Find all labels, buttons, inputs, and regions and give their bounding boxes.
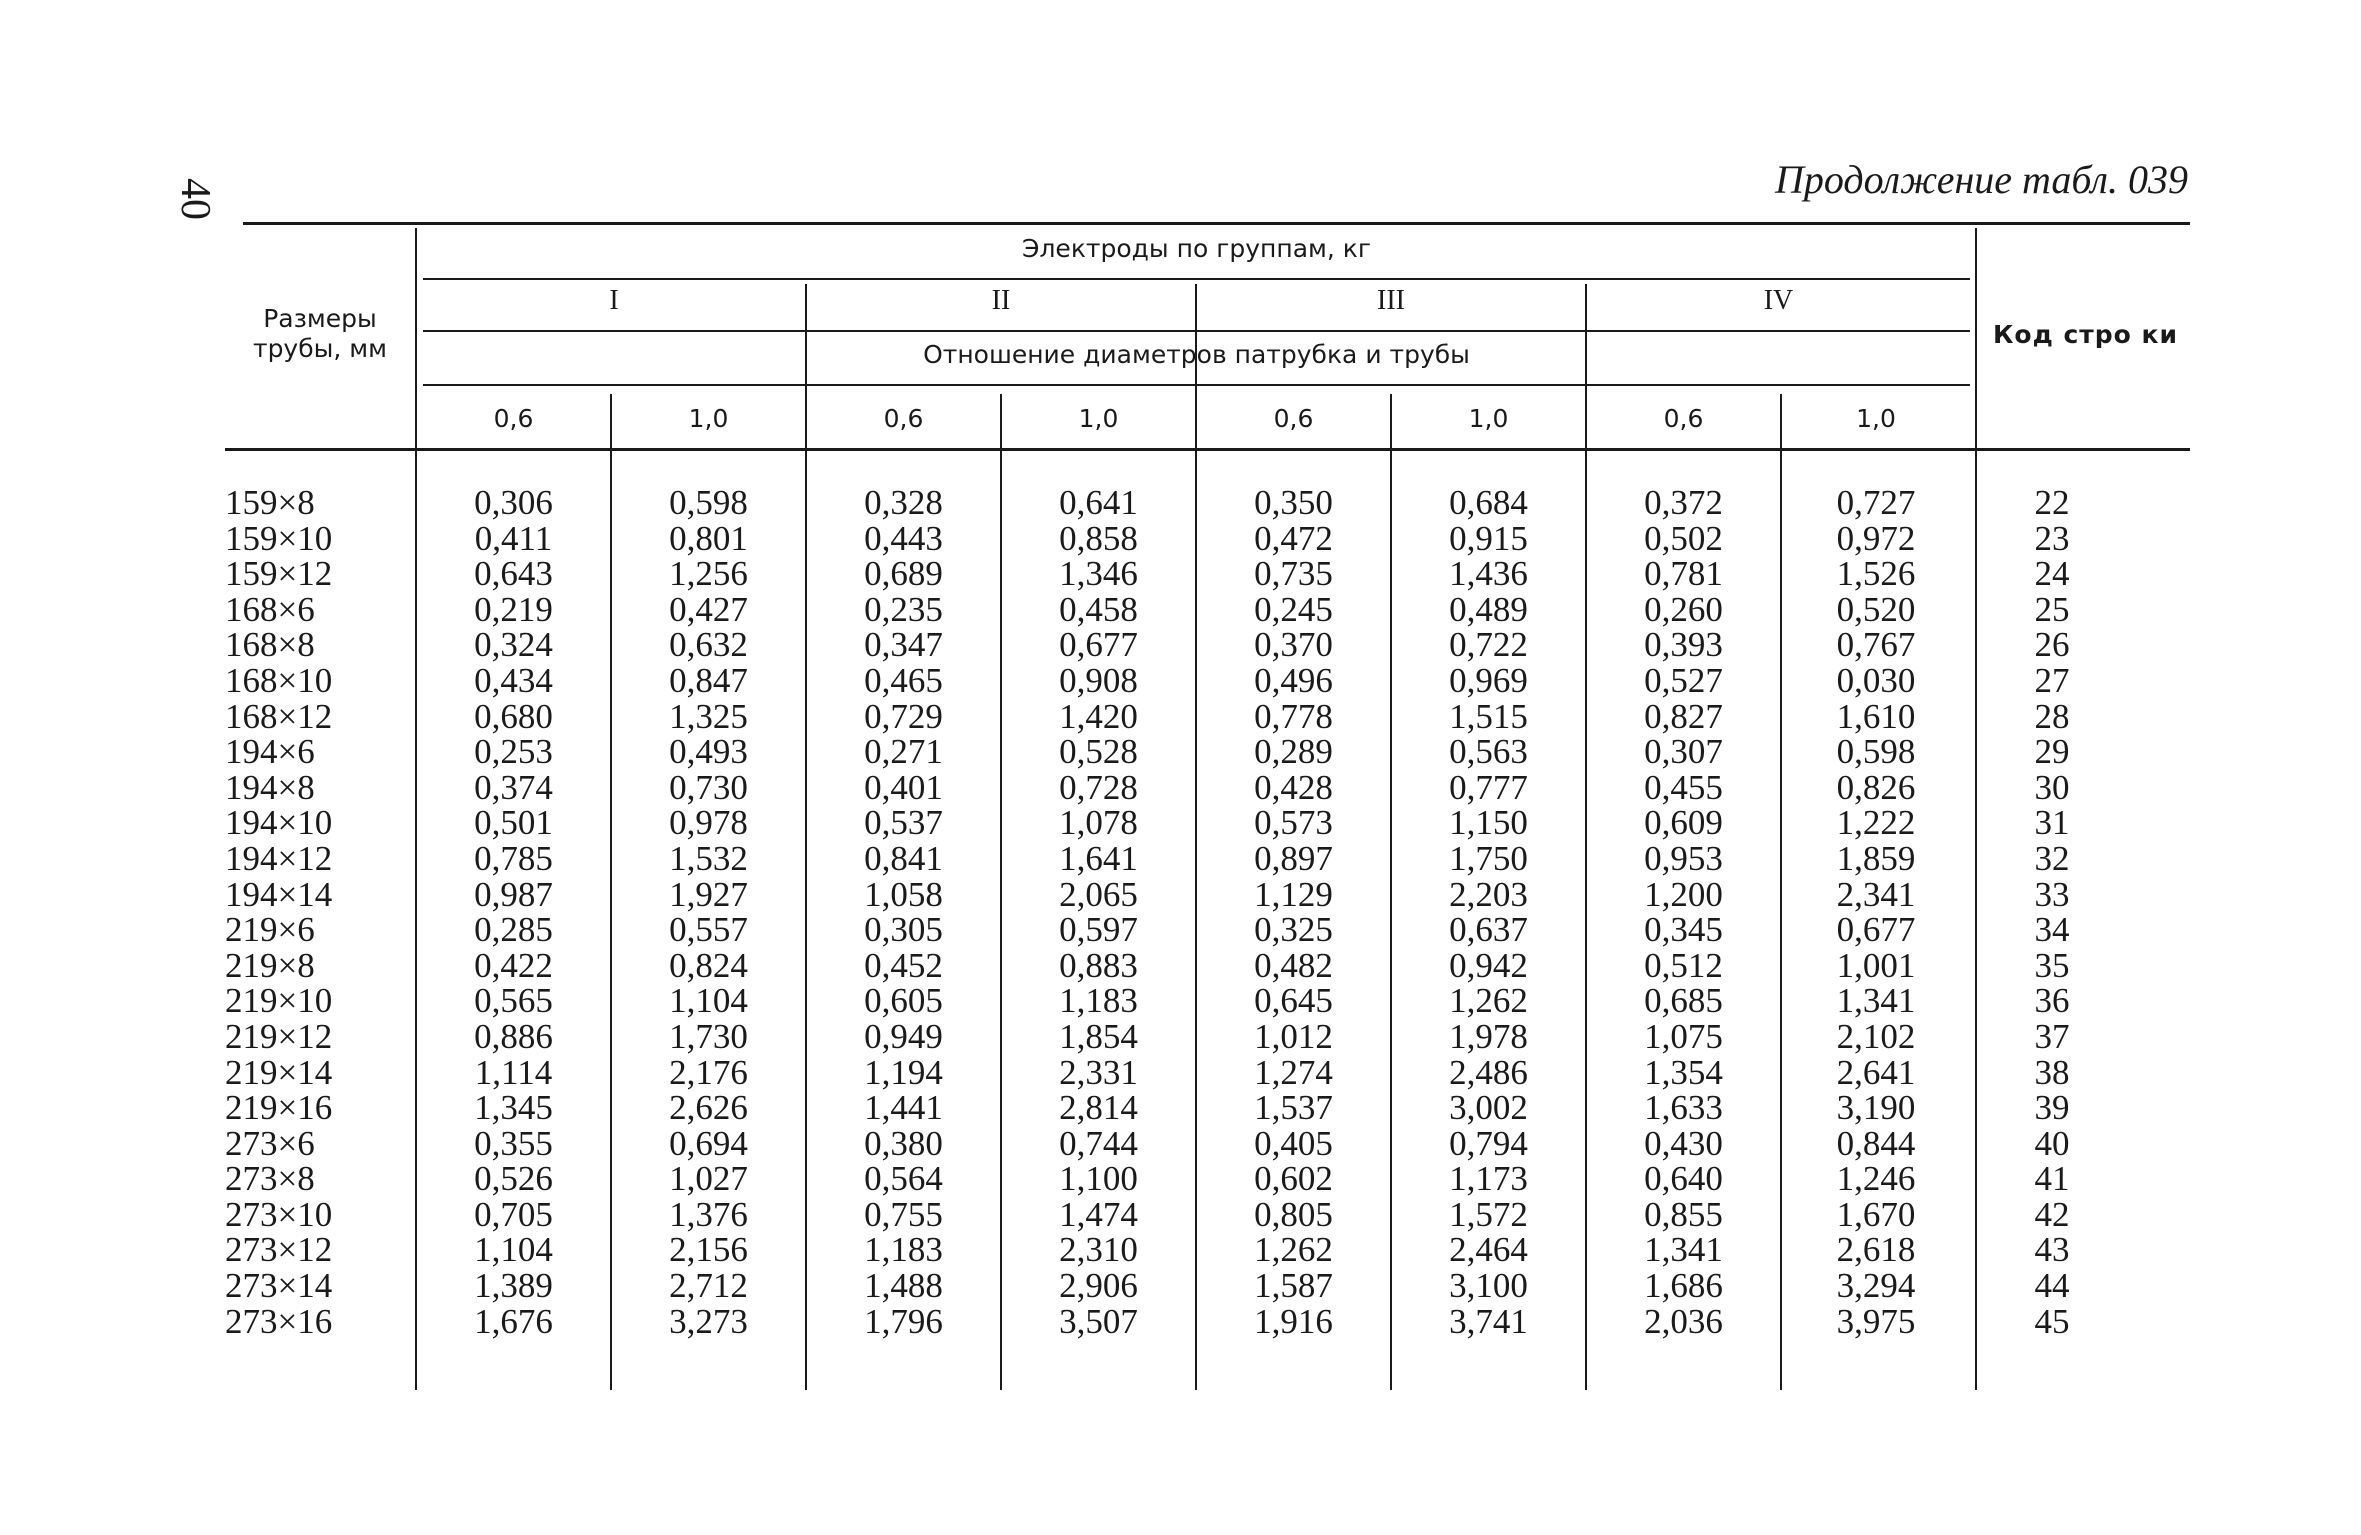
electrode-mass-cell: 1,200 (1644, 874, 1723, 914)
electrode-mass-cell: 0,826 (1836, 767, 1916, 807)
table-row (225, 696, 2190, 736)
electrode-mass-cell: 0,411 (474, 518, 553, 558)
electrode-mass-cell: 0,844 (1836, 1123, 1916, 1163)
row-code-cell: 32 (2034, 838, 2070, 878)
electrode-mass-cell: 0,235 (864, 589, 943, 629)
electrode-mass-cell: 0,730 (669, 767, 748, 807)
electrode-mass-cell: 1,859 (1836, 838, 1916, 878)
table-row (225, 945, 2190, 985)
electrode-mass-cell: 0,271 (864, 732, 943, 772)
electrode-mass-cell: 0,949 (864, 1016, 943, 1056)
table-row (225, 1161, 2190, 1197)
row-code-cell: 45 (2034, 1301, 2070, 1341)
row-code-cell: 40 (2034, 1123, 2070, 1163)
electrode-mass-cell: 0,645 (1254, 981, 1333, 1021)
electrode-mass-cell: 1,750 (1449, 838, 1528, 878)
electrode-mass-cell: 1,001 (1836, 945, 1916, 985)
electrode-mass-cell: 0,632 (669, 625, 748, 665)
table-row (225, 767, 2190, 807)
row-code-cell: 36 (2034, 981, 2070, 1021)
electrode-mass-cell: 1,104 (669, 981, 748, 1021)
electrode-mass-cell: 0,897 (1254, 838, 1333, 878)
row-code-cell: 38 (2034, 1052, 2070, 1092)
table-row (225, 1090, 2190, 1126)
electrode-mass-cell: 2,156 (669, 1230, 748, 1270)
electrode-mass-cell: 1,354 (1644, 1052, 1723, 1092)
electrode-mass-cell: 1,572 (1449, 1194, 1528, 1234)
electrode-mass-cell: 0,785 (474, 838, 553, 878)
electrode-mass-cell: 1,173 (1449, 1159, 1528, 1199)
ratio-value-header: 0,6 (493, 404, 534, 433)
row-code-cell: 41 (2034, 1159, 2070, 1199)
group-header-3: III (1377, 285, 1405, 316)
electrode-mass-cell: 1,436 (1449, 554, 1528, 594)
pipe-size-cell: 168×6 (225, 589, 315, 629)
electrode-mass-cell: 0,755 (864, 1194, 943, 1234)
electrode-mass-cell: 1,075 (1644, 1016, 1723, 1056)
size-header: Размеры трубы, мм (253, 304, 387, 363)
electrode-mass-cell: 1,058 (864, 874, 943, 914)
electrode-mass-cell: 0,694 (669, 1123, 748, 1163)
electrode-mass-cell: 0,465 (864, 660, 943, 700)
electrode-mass-cell: 0,380 (864, 1123, 943, 1163)
electrode-mass-cell: 0,953 (1644, 838, 1723, 878)
row-code-cell: 24 (2034, 554, 2070, 594)
electrode-mass-cell: 0,609 (1644, 803, 1723, 843)
table-row (225, 660, 2190, 700)
electrode-mass-cell: 1,796 (864, 1301, 943, 1341)
electrode-mass-cell: 0,401 (864, 767, 943, 807)
electrode-mass-cell: 0,557 (669, 910, 748, 950)
electrode-mass-cell: 2,464 (1449, 1230, 1528, 1270)
electrode-mass-cell: 0,805 (1254, 1194, 1333, 1234)
electrode-mass-cell: 0,328 (864, 483, 943, 522)
row-code-cell: 27 (2034, 660, 2070, 700)
pipe-size-cell: 219×10 (225, 981, 333, 1021)
pipe-size-cell: 219×14 (225, 1052, 333, 1092)
table-body (225, 485, 2190, 1339)
electrode-mass-cell: 1,262 (1254, 1230, 1333, 1270)
electrode-mass-cell: 0,942 (1449, 945, 1528, 985)
electrode-mass-cell: 1,927 (669, 874, 748, 914)
electrodes-rule (423, 278, 1970, 280)
table-row (225, 1301, 2190, 1341)
electrode-mass-cell: 2,065 (1059, 874, 1138, 914)
group-header-1: I (609, 285, 619, 316)
table-row (225, 589, 2190, 629)
electrode-mass-cell: 2,626 (669, 1088, 748, 1128)
electrode-mass-cell: 0,684 (1449, 483, 1528, 522)
electrode-mass-cell: 0,794 (1449, 1123, 1528, 1163)
electrode-mass-cell: 0,781 (1644, 554, 1723, 594)
electrode-mass-cell: 0,455 (1644, 767, 1723, 807)
electrode-mass-cell: 1,341 (1836, 981, 1916, 1021)
row-code-cell: 23 (2034, 518, 2070, 558)
row-code-cell: 25 (2034, 589, 2070, 629)
pipe-size-cell: 219×6 (225, 910, 315, 950)
electrode-mass-cell: 0,680 (474, 696, 553, 736)
electrode-mass-cell: 0,370 (1254, 625, 1333, 665)
pipe-size-cell: 273×6 (225, 1123, 315, 1163)
electrode-mass-cell: 1,346 (1059, 554, 1138, 594)
electrode-mass-cell: 1,526 (1836, 554, 1916, 594)
electrode-mass-cell: 0,728 (1059, 767, 1138, 807)
electrode-mass-cell: 0,827 (1644, 696, 1723, 736)
table-row (225, 912, 2190, 948)
electrode-mass-cell: 0,253 (474, 732, 553, 772)
ratio-value-header: 0,6 (883, 404, 924, 433)
electrode-mass-cell: 2,641 (1836, 1052, 1916, 1092)
electrode-mass-cell: 2,618 (1836, 1230, 1916, 1270)
electrode-mass-cell: 0,801 (669, 518, 748, 558)
electrode-mass-cell: 1,854 (1059, 1016, 1138, 1056)
ratio-value-header: 0,6 (1273, 404, 1314, 433)
pipe-size-cell: 273×10 (225, 1194, 333, 1234)
electrode-mass-cell: 1,474 (1059, 1194, 1138, 1234)
electrode-mass-cell: 0,978 (669, 803, 748, 843)
electrode-mass-cell: 0,493 (669, 732, 748, 772)
electrode-mass-cell: 1,730 (669, 1016, 748, 1056)
pipe-size-cell: 159×8 (225, 483, 315, 522)
pipe-size-cell: 194×8 (225, 767, 315, 807)
ratio-value-header: 1,0 (1856, 404, 1896, 433)
electrode-mass-cell: 0,501 (474, 803, 553, 843)
pipe-electrode-table (225, 222, 2190, 1390)
electrode-mass-cell: 0,824 (669, 945, 748, 985)
electrode-mass-cell: 0,496 (1254, 660, 1333, 700)
row-code-cell: 29 (2034, 732, 2070, 772)
electrode-mass-cell: 1,150 (1449, 803, 1528, 843)
electrode-mass-cell: 0,729 (864, 696, 943, 736)
electrode-mass-cell: 0,777 (1449, 767, 1528, 807)
pipe-size-cell: 168×8 (225, 625, 315, 665)
electrode-mass-cell: 1,376 (669, 1194, 748, 1234)
electrode-mass-cell: 0,482 (1254, 945, 1333, 985)
ratio-value-header: 1,0 (1078, 404, 1119, 433)
page-number: 40 (172, 178, 218, 220)
electrode-mass-cell: 1,686 (1644, 1266, 1723, 1306)
group-header-2: II (991, 285, 1011, 316)
pipe-size-cell: 273×16 (225, 1301, 333, 1341)
electrode-mass-cell: 1,027 (669, 1159, 748, 1199)
electrode-mass-cell: 1,256 (669, 554, 748, 594)
electrode-mass-cell: 1,676 (474, 1301, 553, 1341)
electrode-mass-cell: 1,441 (864, 1088, 943, 1128)
table-row (225, 838, 2190, 878)
electrode-mass-cell: 0,564 (864, 1159, 943, 1199)
table-row (225, 627, 2190, 663)
table-row (225, 874, 2190, 914)
table-row (225, 1194, 2190, 1234)
electrode-mass-cell: 2,906 (1059, 1266, 1138, 1306)
electrode-mass-cell: 0,641 (1059, 483, 1138, 522)
ratio-value-header: 0,6 (1663, 404, 1704, 433)
electrode-mass-cell: 1,325 (669, 696, 748, 736)
electrode-mass-cell: 0,722 (1449, 625, 1528, 665)
electrode-mass-cell: 0,405 (1254, 1123, 1333, 1163)
table-row (225, 1123, 2190, 1163)
electrode-mass-cell: 0,355 (474, 1123, 553, 1163)
table-row (225, 556, 2190, 592)
electrode-mass-cell: 1,183 (1059, 981, 1138, 1021)
row-code-cell: 34 (2034, 910, 2070, 950)
electrode-mass-cell: 0,598 (669, 483, 748, 522)
electrode-mass-cell: 0,347 (864, 625, 943, 665)
electrode-mass-cell: 0,350 (1254, 483, 1333, 522)
electrode-mass-cell: 0,520 (1836, 589, 1916, 629)
row-code-cell: 33 (2034, 874, 2070, 914)
electrode-mass-cell: 0,307 (1644, 732, 1723, 772)
electrode-mass-cell: 1,345 (474, 1088, 553, 1128)
electrode-mass-cell: 0,643 (474, 554, 553, 594)
ratio-value-header: 1,0 (688, 404, 729, 433)
electrode-mass-cell: 0,393 (1644, 625, 1723, 665)
electrode-mass-cell: 0,289 (1254, 732, 1333, 772)
electrode-mass-cell: 0,685 (1644, 981, 1723, 1021)
electrode-mass-cell: 0,430 (1644, 1123, 1723, 1163)
pipe-size-cell: 219×16 (225, 1088, 333, 1128)
electrode-mass-cell: 2,712 (669, 1266, 748, 1306)
table-row (225, 485, 2190, 521)
row-code-cell: 30 (2034, 767, 2070, 807)
electrode-mass-cell: 2,341 (1836, 874, 1916, 914)
row-code-cell: 35 (2034, 945, 2070, 985)
electrode-mass-cell: 1,341 (1644, 1230, 1723, 1270)
electrode-mass-cell: 2,036 (1644, 1301, 1723, 1341)
electrode-mass-cell: 1,262 (1449, 981, 1528, 1021)
electrode-mass-cell: 0,605 (864, 981, 943, 1021)
electrode-mass-cell: 0,969 (1449, 660, 1528, 700)
electrode-mass-cell: 1,222 (1836, 803, 1916, 843)
electrode-mass-cell: 0,527 (1644, 660, 1723, 700)
electrode-mass-cell: 1,078 (1059, 803, 1138, 843)
electrode-mass-cell: 3,294 (1836, 1266, 1916, 1306)
electrode-mass-cell: 1,978 (1449, 1016, 1528, 1056)
electrode-mass-cell: 0,883 (1059, 945, 1138, 985)
electrode-mass-cell: 1,532 (669, 838, 748, 878)
electrode-mass-cell: 0,689 (864, 554, 943, 594)
ratio-header: Отношение диаметров патрубка и трубы (923, 340, 1470, 369)
electrode-mass-cell: 1,012 (1254, 1016, 1333, 1056)
electrode-mass-cell: 0,735 (1254, 554, 1333, 594)
electrode-mass-cell: 0,305 (864, 910, 943, 950)
electrode-mass-cell: 3,002 (1449, 1088, 1528, 1128)
electrode-mass-cell: 0,502 (1644, 518, 1723, 558)
electrode-mass-cell: 0,422 (474, 945, 553, 985)
electrode-mass-cell: 1,183 (864, 1230, 943, 1270)
group-header-4: IV (1763, 285, 1794, 316)
electrode-mass-cell: 0,886 (474, 1016, 553, 1056)
electrode-mass-cell: 0,219 (474, 589, 553, 629)
row-code-cell: 39 (2034, 1088, 2070, 1128)
pipe-size-cell: 194×14 (225, 874, 333, 914)
electrode-mass-cell: 0,727 (1836, 483, 1916, 522)
electrode-mass-cell: 0,677 (1059, 625, 1138, 665)
row-code-cell: 31 (2034, 803, 2070, 843)
electrode-mass-cell: 0,640 (1644, 1159, 1723, 1199)
pipe-size-cell: 219×8 (225, 945, 315, 985)
pipe-size-cell: 159×12 (225, 554, 333, 594)
electrode-mass-cell: 1,488 (864, 1266, 943, 1306)
electrode-mass-cell: 0,565 (474, 981, 553, 1021)
electrode-mass-cell: 0,705 (474, 1194, 553, 1234)
electrode-mass-cell: 3,100 (1449, 1266, 1528, 1306)
electrode-mass-cell: 2,310 (1059, 1230, 1138, 1270)
electrode-mass-cell: 2,176 (669, 1052, 748, 1092)
electrode-mass-cell: 2,486 (1449, 1052, 1528, 1092)
electrodes-header: Электроды по группам, кг (1022, 234, 1371, 263)
electrode-mass-cell: 0,597 (1059, 910, 1138, 950)
electrode-mass-cell: 0,345 (1644, 910, 1723, 950)
electrode-mass-cell: 3,190 (1836, 1088, 1916, 1128)
electrode-mass-cell: 0,245 (1254, 589, 1333, 629)
electrode-mass-cell: 0,372 (1644, 483, 1723, 522)
table-row (225, 1232, 2190, 1268)
row-code-cell: 44 (2034, 1266, 2070, 1306)
table-row (225, 1016, 2190, 1056)
electrode-mass-cell: 0,443 (864, 518, 943, 558)
code-header: Код стро ки (1992, 320, 2179, 349)
pipe-size-cell: 273×14 (225, 1266, 333, 1306)
electrode-mass-cell: 0,325 (1254, 910, 1333, 950)
electrode-mass-cell: 0,030 (1836, 660, 1916, 700)
electrode-mass-cell: 1,389 (474, 1266, 553, 1306)
electrode-mass-cell: 1,515 (1449, 696, 1528, 736)
row-code-cell: 37 (2034, 1016, 2070, 1056)
electrode-mass-cell: 0,489 (1449, 589, 1528, 629)
electrode-mass-cell: 1,104 (474, 1230, 553, 1270)
electrode-mass-cell: 1,610 (1836, 696, 1916, 736)
electrode-mass-cell: 0,472 (1254, 518, 1333, 558)
electrode-mass-cell: 0,855 (1644, 1194, 1723, 1234)
electrode-mass-cell: 0,847 (669, 660, 748, 700)
electrode-mass-cell: 1,114 (474, 1052, 553, 1092)
electrode-mass-cell: 1,641 (1059, 838, 1138, 878)
electrode-mass-cell: 0,526 (474, 1159, 553, 1199)
electrode-mass-cell: 0,563 (1449, 732, 1528, 772)
electrode-mass-cell: 1,100 (1059, 1159, 1138, 1199)
electrode-mass-cell: 0,537 (864, 803, 943, 843)
table-row (225, 1268, 2190, 1304)
electrode-mass-cell: 0,573 (1254, 803, 1333, 843)
electrode-mass-cell: 0,324 (474, 625, 553, 665)
electrode-mass-cell: 0,528 (1059, 732, 1138, 772)
table-row (225, 805, 2190, 841)
electrode-mass-cell: 0,858 (1059, 518, 1138, 558)
electrode-mass-cell: 0,744 (1059, 1123, 1138, 1163)
pipe-size-cell: 219×12 (225, 1016, 333, 1056)
pipe-size-cell: 168×12 (225, 696, 333, 736)
electrode-mass-cell: 2,102 (1836, 1016, 1916, 1056)
table-row (225, 518, 2190, 558)
pipe-size-cell: 194×12 (225, 838, 333, 878)
electrode-mass-cell: 1,633 (1644, 1088, 1723, 1128)
table-row (225, 983, 2190, 1019)
electrode-mass-cell: 0,452 (864, 945, 943, 985)
electrode-mass-cell: 1,537 (1254, 1088, 1333, 1128)
row-code-cell: 28 (2034, 696, 2070, 736)
electrode-mass-cell: 0,427 (669, 589, 748, 629)
electrode-mass-cell: 1,194 (864, 1052, 943, 1092)
electrode-mass-cell: 1,420 (1059, 696, 1138, 736)
electrode-mass-cell: 0,908 (1059, 660, 1138, 700)
pipe-size-cell: 168×10 (225, 660, 333, 700)
electrode-mass-cell: 3,975 (1836, 1301, 1916, 1341)
electrode-mass-cell: 1,670 (1836, 1194, 1916, 1234)
electrode-mass-cell: 2,331 (1059, 1052, 1138, 1092)
row-code-cell: 22 (2034, 483, 2070, 522)
electrode-mass-cell: 3,507 (1059, 1301, 1138, 1341)
electrode-mass-cell: 1,246 (1836, 1159, 1916, 1199)
electrode-mass-cell: 2,203 (1449, 874, 1528, 914)
table-row (225, 734, 2190, 770)
electrode-mass-cell: 0,767 (1836, 625, 1916, 665)
electrode-mass-cell: 0,602 (1254, 1159, 1333, 1199)
electrode-mass-cell: 1,129 (1254, 874, 1333, 914)
electrode-mass-cell: 0,285 (474, 910, 553, 950)
pipe-size-cell: 273×12 (225, 1230, 333, 1270)
electrode-mass-cell: 3,273 (669, 1301, 748, 1341)
electrode-mass-cell: 0,677 (1836, 910, 1916, 950)
pipe-size-cell: 194×6 (225, 732, 315, 772)
electrode-mass-cell: 3,741 (1449, 1301, 1528, 1341)
pipe-size-cell: 273×8 (225, 1159, 315, 1199)
ratio-value-header: 1,0 (1468, 404, 1509, 433)
header-bottom-rule (225, 448, 2190, 451)
pipe-size-cell: 194×10 (225, 803, 333, 843)
electrode-mass-cell: 0,306 (474, 483, 553, 522)
electrode-mass-cell: 0,458 (1059, 589, 1138, 629)
row-code-cell: 26 (2034, 625, 2070, 665)
electrode-mass-cell: 0,260 (1644, 589, 1723, 629)
electrode-mass-cell: 0,428 (1254, 767, 1333, 807)
electrode-mass-cell: 0,637 (1449, 910, 1528, 950)
electrode-mass-cell: 2,814 (1059, 1088, 1138, 1128)
electrode-mass-cell: 0,512 (1644, 945, 1723, 985)
electrode-mass-cell: 0,778 (1254, 696, 1333, 736)
electrode-mass-cell: 0,598 (1836, 732, 1916, 772)
electrode-mass-cell: 1,916 (1254, 1301, 1333, 1341)
electrode-mass-cell: 0,374 (474, 767, 553, 807)
row-code-cell: 42 (2034, 1194, 2070, 1234)
continuation-title: Продолжение табл. 039 (1774, 157, 2188, 202)
electrode-mass-cell: 0,841 (864, 838, 943, 878)
electrode-mass-cell: 1,587 (1254, 1266, 1333, 1306)
pipe-size-cell: 159×10 (225, 518, 333, 558)
electrode-mass-cell: 1,274 (1254, 1052, 1333, 1092)
table-top-rule (243, 222, 2190, 225)
electrode-mass-cell: 0,434 (474, 660, 553, 700)
electrode-mass-cell: 0,915 (1449, 518, 1528, 558)
electrode-mass-cell: 0,972 (1836, 518, 1916, 558)
row-code-cell: 43 (2034, 1230, 2070, 1270)
electrode-mass-cell: 0,987 (474, 874, 553, 914)
table-row (225, 1052, 2190, 1092)
